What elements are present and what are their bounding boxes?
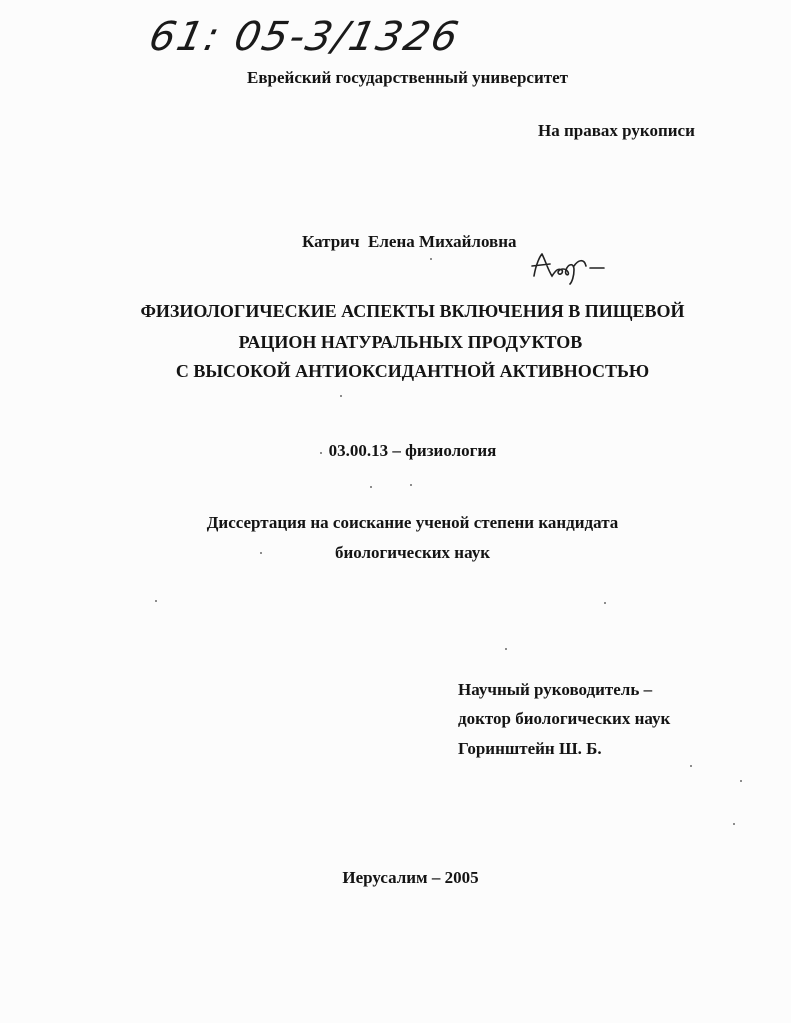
place-and-year: Иерусалим – 2005 (342, 868, 479, 887)
scan-speck (505, 648, 507, 650)
title-line-1: ФИЗИОЛОГИЧЕСКИЕ АСПЕКТЫ ВКЛЮЧЕНИЯ В ПИЩЕВОЙ (140, 301, 685, 321)
supervisor-name: Горинштейн Ш. Б. (458, 739, 602, 758)
degree-line-2: биологических наук (334, 543, 491, 562)
scan-speck (370, 486, 372, 488)
scan-speck (604, 602, 606, 604)
supervisor-degree: доктор биологических наук (458, 709, 671, 728)
title-line-3: С ВЫСОКОЙ АНТИОКСИДАНТНОЙ АКТИВНОСТЬЮ (175, 361, 650, 381)
scan-speck (260, 552, 262, 554)
university-name: Еврейский государственный университет (247, 68, 568, 87)
scan-speck (430, 258, 432, 260)
manuscript-rights-label: На правах рукописи (538, 121, 695, 140)
specialty-code: 03.00.13 – физиология (328, 441, 497, 460)
author-name: Катрич Елена Михайловна (302, 232, 517, 251)
scan-speck (740, 780, 742, 782)
archive-number: 61: 05-3/1326 (145, 14, 465, 60)
scan-speck (155, 600, 157, 602)
scan-speck (340, 395, 342, 397)
scan-speck (410, 484, 412, 486)
scan-speck (690, 765, 692, 767)
title-line-2: РАЦИОН НАТУРАЛЬНЫХ ПРОДУКТОВ (238, 332, 583, 352)
scan-speck (733, 823, 735, 825)
degree-line-1: Диссертация на соискание ученой степени кандидата (206, 513, 619, 532)
author-signature (528, 246, 618, 286)
scan-speck (320, 452, 322, 454)
supervisor-role: Научный руководитель – (458, 680, 653, 699)
